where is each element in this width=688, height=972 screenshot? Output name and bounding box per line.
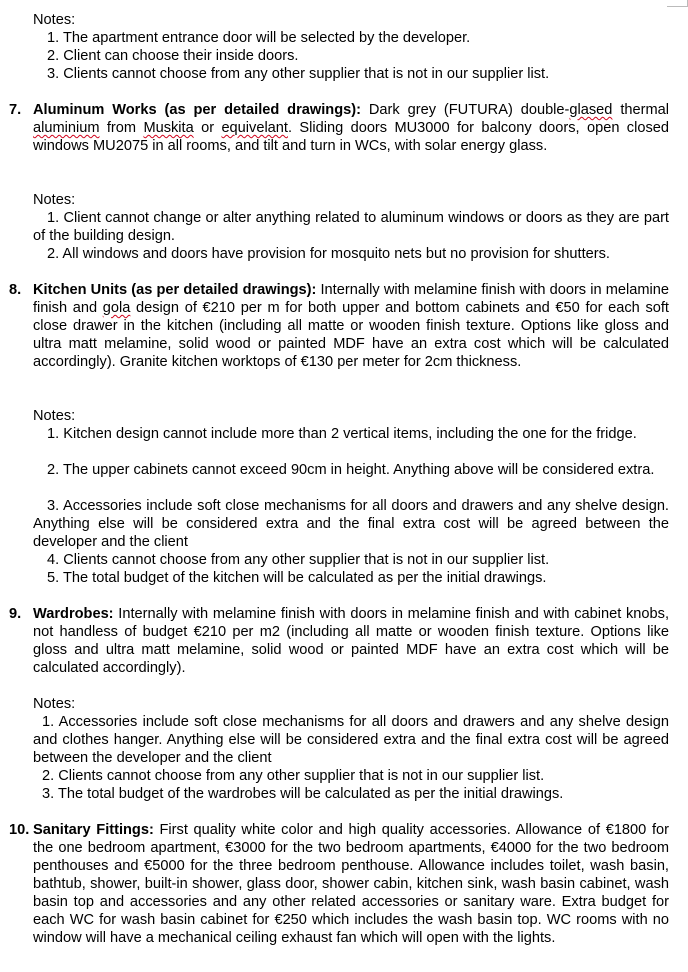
notes-label: Notes:: [33, 12, 76, 28]
section-title: Kitchen Units (as per detailed drawings):: [33, 282, 317, 298]
note-item: 3. Accessories include soft close mechanisms for all doors and drawers and any shelve design. Anything else will be considered extra and the final extra cost will be agreed between the developer and the client: [33, 498, 669, 550]
section-title: Sanitary Fittings:: [33, 822, 154, 838]
spelling-flag: aluminium: [33, 120, 100, 136]
spelling-flag: gola: [102, 300, 131, 316]
section-title: Wardrobes:: [33, 606, 114, 622]
note-item: 1. Accessories include soft close mechanisms for all doors and drawers and any shelve design and clothes hanger. Anything else will be considered extra and the final extra cost will be agreed between the developer and the client: [33, 714, 669, 766]
note-item: 2. Client can choose their inside doors.: [47, 48, 299, 64]
section-title: Aluminum Works (as per detailed drawings):: [33, 102, 361, 118]
note-item: 1. Kitchen design cannot include more than 2 vertical items, including the one for the fridge.: [47, 426, 637, 442]
note-item: 2. All windows and doors have provision for mosquito nets but no provision for shutters.: [47, 246, 610, 262]
section-number: 8.: [9, 282, 22, 298]
spelling-flag: equivelant: [221, 120, 288, 136]
section-number: 7.: [9, 102, 22, 118]
section-wardrobes: Wardrobes: Internally with melamine finish with doors in melamine finish and with cabinet knobs, not handless of budget €210 per m2 (including all matte or wooden finish texture. Options like gloss and ultra matt melamine, solid wood or painted MDF have an extra cost which will be calculated accordingly).: [33, 606, 669, 676]
section-sanitary-fittings: Sanitary Fittings: First quality white color and high quality accessories. Allowance of €1800 for the one bedroom apartment, €3000 for the two bedroom apartments, €4000 for the two bedroom penthouses and €5000 for the three bedroom penthouse. Allowance includes toilet, wash basin, bathtub, shower, built-in shower, glass door, shower cabin, kitchen sink, wash basin cabinet, wash basin top and accessories and any other related accessories or sanitary ware. Extra budget for each WC for wash basin cabinet for €250 which includes the wash basin top. WC rooms with no window will have a mechanical ceiling exhaust fan which will open with the lights.: [33, 822, 669, 946]
note-item: 2. The upper cabinets cannot exceed 90cm in height. Anything above will be considered extra.: [47, 462, 655, 478]
note-item: 1. Client cannot change or alter anything related to aluminum windows or doors as they are part of the building design.: [33, 210, 669, 244]
spelling-flag: Muskita: [143, 120, 194, 136]
section-number: 9.: [9, 606, 22, 622]
note-item: 3. Clients cannot choose from any other supplier that is not in our supplier list.: [47, 66, 550, 82]
section-number: 10.: [9, 822, 30, 838]
page-corner-mark: [667, 0, 688, 7]
spelling-flag: glased: [569, 102, 613, 118]
notes-label: Notes:: [33, 408, 76, 424]
section-kitchen-units: Kitchen Units (as per detailed drawings): Internally with melamine finish with doors in melamine finish and gola design of €210 per m for both upper and bottom cabinets and €50 for each soft close drawer in the kitchen (including all matte or wooden finish texture. Options like gloss and ultra matt melamine, solid wood or painted MDF have an extra cost which will be calculated accordingly). Granite kitchen worktops of €130 per meter for 2cm thickness.: [33, 282, 669, 370]
notes-label: Notes:: [33, 696, 76, 712]
note-item: 5. The total budget of the kitchen will be calculated as per the initial drawings.: [47, 570, 547, 586]
note-item: 1. The apartment entrance door will be selected by the developer.: [47, 30, 471, 46]
notes-label: Notes:: [33, 192, 76, 208]
section-aluminum-works: Aluminum Works (as per detailed drawings): Dark grey (FUTURA) double-glased thermal aluminium from Muskita or equivelant. Sliding doors MU3000 for balcony doors, open closed windows MU2075 in all rooms, and tilt and turn in WCs, with solar energy glass.: [33, 102, 669, 154]
note-item: 3. The total budget of the wardrobes will be calculated as per the initial drawings.: [42, 786, 564, 802]
note-item: 2. Clients cannot choose from any other supplier that is not in our supplier list.: [42, 768, 545, 784]
note-item: 4. Clients cannot choose from any other supplier that is not in our supplier list.: [47, 552, 550, 568]
